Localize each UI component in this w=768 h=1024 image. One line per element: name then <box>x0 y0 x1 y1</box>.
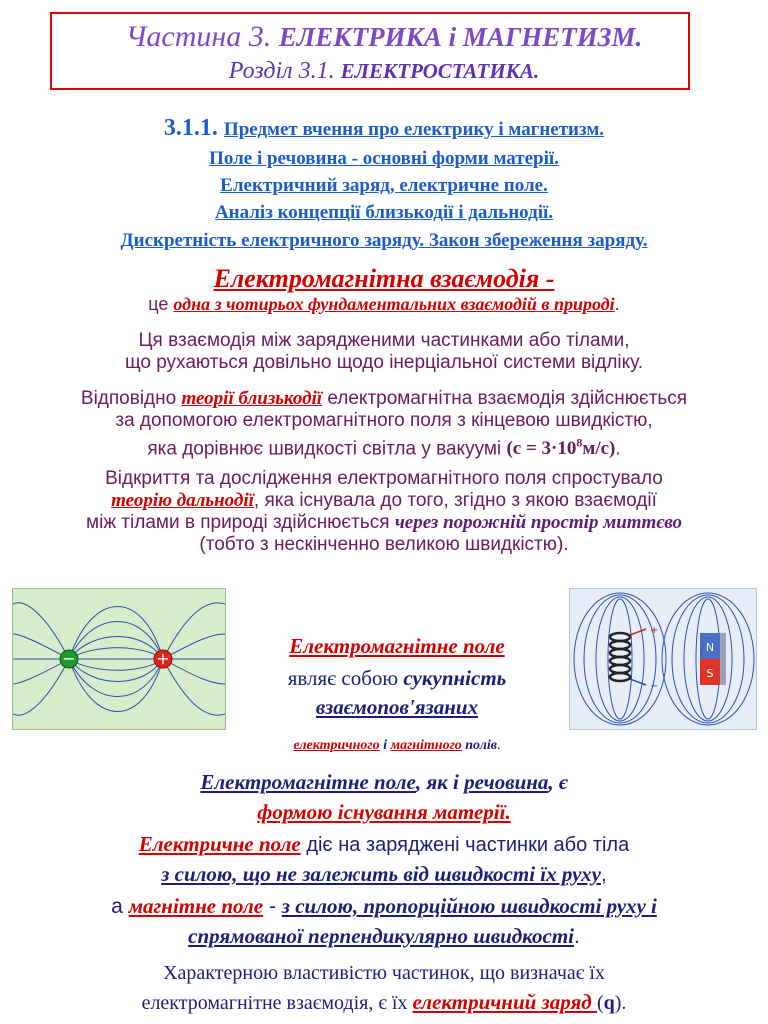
electric-field-line-2: з силою, що не залежить від швидкості їх руху, <box>161 862 607 886</box>
section-number: Розділ 3.1. <box>228 58 341 84</box>
subtitle-line-2[interactable]: Поле і речовина - основні форми матерії. <box>209 148 559 169</box>
part-name: ЕЛЕКТРИКА і МАГНЕТИЗМ. <box>278 22 643 52</box>
electric-word: електричного <box>293 738 380 753</box>
instant-action-phrase: через порожній простір миттєво <box>394 512 682 533</box>
matter-form-line-1: Електромагнітне поле, як і речовина, є <box>200 770 568 794</box>
short-range-theory: теорії близькодії <box>181 388 323 409</box>
magnetic-field-lines <box>570 589 756 729</box>
charge-line-2: електромагнітне взаємодія, є їх електричний заряд (q). <box>141 990 627 1014</box>
em-interaction-definition: це одна з чотирьох фундаментальних взаємодій в природі. <box>148 294 620 314</box>
em-interaction-heading: Електромагнітна взаємодія - <box>213 264 555 293</box>
charge-line-1: Характерною властивістю частинок, що визначає їх <box>163 962 605 984</box>
em-field-line-4: електричного і магнітного полів. <box>293 738 501 753</box>
speed-of-light-formula: $(c = 3\cdot 10^8м/с)$ <box>506 436 616 460</box>
em-field-title: Електромагнітне поле <box>289 634 505 658</box>
dipole-field-lines <box>13 589 225 729</box>
paragraph-1: Ця взаємодія між зарядженими частинками або тілами, що рухаються довільно щодо інерціальної системи відліку. <box>124 330 644 373</box>
svg-text:S: S <box>706 667 714 680</box>
coil-icon <box>610 633 630 681</box>
paragraph-3: Відкриття та дослідження електромагнітного поля спростувало теорію дальнодії, яка існувала до того, згідно з якою взаємодії між тілами в природі здійснюється через порожній простір миттєво (тобто з нескінченно великою швидкістю). <box>86 468 682 555</box>
long-range-theory: теорію дальнодії <box>111 490 254 511</box>
electric-field-line-4: спрямованої перпендикулярно швидкості. <box>188 924 580 948</box>
subtitle-line-4[interactable]: Аналіз концепції близькодії і дальнодії. <box>214 202 554 223</box>
section-title <box>0 58 768 85</box>
part-title <box>0 20 768 54</box>
electric-field-line-3: а магнітне поле - з силою, пропорційною швидкості руху і <box>111 894 657 918</box>
magnetic-word: магнітного <box>390 738 462 753</box>
electric-field-term: Електричне поле <box>138 832 301 856</box>
part-number: Частина 3. <box>125 20 279 53</box>
magnetic-field-image <box>569 588 757 730</box>
subtitle-line-1[interactable]: 3.1.1. Предмет вчення про електрику і магнетизм. <box>163 115 605 141</box>
svg-text:−: − <box>650 681 659 692</box>
electric-charge-term: електричний заряд <box>412 990 597 1014</box>
definition-emphasis: одна з чотирьох фундаментальних взаємодій в природі <box>173 294 615 314</box>
svg-text:+: + <box>650 625 659 636</box>
paragraph-2: Відповідно теорії близькодії електромагнітна взаємодія здійснюється за допомогою електромагнітного поля з кінцевою швидкістю, яка дорівнює швидкості світла у вакуумі $(c = 3\cdot 10^8м/с)$. <box>80 388 688 460</box>
subtitle-line-5[interactable]: Дискретність електричного заряду. Закон збереження заряду. <box>120 230 648 251</box>
em-field-line-2: являє собою сукупність <box>287 666 507 690</box>
section-name: ЕЛЕКТРОСТАТИКА. <box>340 59 540 83</box>
em-field-line-3: взаємопов'язаних <box>315 695 479 719</box>
dipole-field-image <box>12 588 226 730</box>
electric-field-line-1: Електричне поле діє на заряджені частинки або тіла <box>138 832 630 856</box>
subsection-number: 3.1.1. <box>163 115 218 141</box>
totality-word: сукупність <box>403 666 507 690</box>
subtitle-line-3[interactable]: Електричний заряд, електричне поле. <box>220 175 548 196</box>
magnetic-field-term: магнітне поле <box>128 894 264 918</box>
svg-text:N: N <box>705 641 715 654</box>
svg-text:+: + <box>156 649 170 668</box>
matter-form-line-2: формою існування матерії. <box>257 800 511 824</box>
svg-text:−: − <box>62 649 76 668</box>
